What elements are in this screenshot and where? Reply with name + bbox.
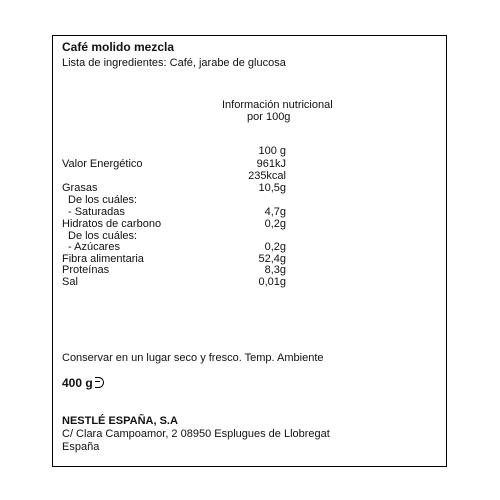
row-value: 0,2g bbox=[264, 218, 286, 230]
company-address: C/ Clara Campoamor, 2 08950 Esplugues de Llobregat bbox=[62, 428, 330, 440]
row-label: Fibra alimentaria bbox=[62, 253, 144, 265]
storage-instructions: Conservar en un lugar seco y fresco. Temp. Ambiente bbox=[62, 352, 324, 364]
product-name: Café molido mezcla bbox=[62, 40, 175, 54]
row-label: Sal bbox=[62, 276, 78, 288]
row-label: - Azúcares bbox=[68, 241, 120, 253]
row-label: - Saturadas bbox=[68, 206, 125, 218]
nutrition-header-line1: Información nutricional bbox=[222, 99, 333, 111]
row-value: 0,2g bbox=[264, 241, 286, 253]
net-weight-value: 400 g bbox=[62, 376, 93, 390]
row-label: Hidratos de carbono bbox=[62, 218, 162, 230]
row-value: 52,4g bbox=[258, 253, 286, 265]
row-value: 8,3g bbox=[264, 264, 286, 276]
company-name: NESTLÉ ESPAÑA, S.A bbox=[62, 415, 178, 427]
energy-label: Valor Energético bbox=[62, 158, 143, 170]
e-mark-icon bbox=[95, 377, 104, 388]
row-label: De los cuáles: bbox=[68, 194, 138, 206]
energy-kcal: 235kcal bbox=[248, 170, 286, 182]
row-value: 4,7g bbox=[264, 206, 286, 218]
net-weight bbox=[62, 377, 104, 389]
per-amount: 100 g bbox=[258, 145, 286, 157]
ingredients-list: Lista de ingredientes: Café, jarabe de glucosa bbox=[62, 57, 286, 69]
energy-kj: 961kJ bbox=[256, 158, 286, 170]
nutrition-header-line2: por 100g bbox=[247, 111, 291, 123]
row-label: De los cuáles: bbox=[68, 230, 138, 242]
row-value: 10,5g bbox=[258, 182, 286, 194]
row-value: 0,01g bbox=[258, 276, 286, 288]
row-label: Grasas bbox=[62, 182, 98, 194]
company-country: España bbox=[62, 441, 100, 453]
row-label: Proteínas bbox=[62, 264, 110, 276]
